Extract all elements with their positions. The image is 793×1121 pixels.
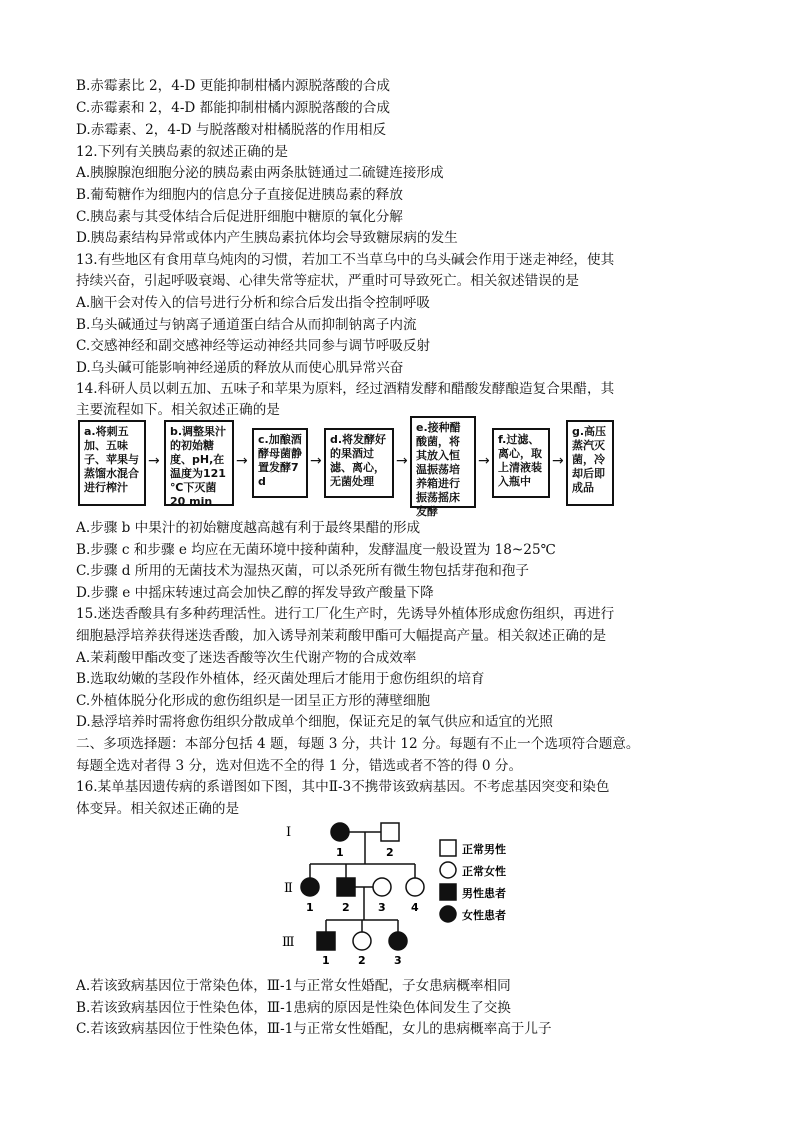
legend-normal-female-icon bbox=[440, 862, 456, 878]
individual-number: 1 bbox=[322, 954, 330, 967]
text-line: B.若该致病基因位于性染色体，Ⅲ-1患病的原因是性染色体间发生了交换 bbox=[76, 1000, 511, 1016]
individual-number: 3 bbox=[378, 901, 386, 914]
text-line: B.步骤 c 和步骤 e 均应在无菌环境中接种菌种，发酵温度一般设置为 18~25℃ bbox=[76, 542, 556, 558]
arrow-right-icon: → bbox=[148, 453, 160, 469]
text-line: 主要流程如下。相关叙述正确的是 bbox=[76, 402, 280, 418]
gen1-affected-female bbox=[331, 823, 349, 841]
arrow-right-icon: → bbox=[310, 453, 322, 469]
text-line: D.胰岛素结构异常或体内产生胰岛素抗体均会导致糖尿病的发生 bbox=[76, 230, 458, 246]
text-line: C.交感神经和副交感神经等运动神经共同参与调节呼吸反射 bbox=[76, 338, 431, 354]
arrow-right-icon: → bbox=[236, 453, 248, 469]
arrow-right-icon: → bbox=[478, 453, 490, 469]
question-14: 14.科研人员以刺五加、五味子和苹果为原料，经过酒精发酵和醋酸发酵酿造复合果醋，其 bbox=[76, 381, 615, 397]
text-line: D.步骤 e 中摇床转速过高会加快乙醇的挥发导致产酸量下降 bbox=[76, 585, 434, 601]
legend-label: 正常男性 bbox=[462, 843, 506, 856]
pedigree-chart bbox=[280, 818, 550, 968]
legend-label: 女性患者 bbox=[462, 909, 506, 922]
text-line: A.脑干会对传入的信号进行分析和综合后发出指令控制呼吸 bbox=[76, 295, 430, 311]
legend-affected-female-icon bbox=[440, 906, 456, 922]
gen2-normal-female bbox=[406, 878, 424, 896]
gen3-affected-male bbox=[317, 932, 335, 950]
text-line: A.茉莉酸甲酯改变了迷迭香酸等次生代谢产物的合成效率 bbox=[76, 650, 417, 666]
question-12: 12.下列有关胰岛素的叙述正确的是 bbox=[76, 144, 288, 160]
individual-number: 4 bbox=[411, 901, 419, 914]
process-flowchart bbox=[78, 420, 718, 516]
legend-affected-male-icon bbox=[440, 884, 456, 900]
flow-step-d: d.将发酵好的果酒过滤、离心，无菌处理 bbox=[324, 428, 394, 498]
flow-step-e: e.接种醋酸菌，将其放入恒温振荡培养箱进行振荡摇床发酵 bbox=[410, 416, 476, 508]
text-line: B.选取幼嫩的茎段作外植体，经灭菌处理后才能用于愈伤组织的培育 bbox=[76, 671, 485, 687]
text-line: 细胞悬浮培养获得迷迭香酸，加入诱导剂茉莉酸甲酯可大幅提高产量。相关叙述正确的是 bbox=[76, 628, 607, 644]
flow-step-c: c.加酿酒酵母菌静置发酵7 d bbox=[252, 428, 308, 498]
legend-normal-male-icon bbox=[440, 840, 456, 856]
text-line: C.胰岛素与其受体结合后促进肝细胞中糖原的氧化分解 bbox=[76, 209, 403, 225]
generation-label: Ⅰ bbox=[286, 825, 292, 840]
individual-number: 3 bbox=[394, 954, 402, 967]
arrow-right-icon: → bbox=[552, 453, 564, 469]
text-line: A.若该致病基因位于常染色体，Ⅲ-1与正常女性婚配，子女患病概率相同 bbox=[76, 978, 511, 994]
text-line: 体变异。相关叙述正确的是 bbox=[76, 801, 240, 817]
text-line: C.外植体脱分化形成的愈伤组织是一团呈正方形的薄壁细胞 bbox=[76, 693, 431, 709]
text-line: 每题全选对者得 3 分，选对但选不全的得 1 分，错选或者不答的得 0 分。 bbox=[76, 758, 523, 774]
flow-step-a: a.将刺五加、五味子、苹果与蒸馏水混合进行榨汁 bbox=[78, 420, 146, 506]
generation-label: Ⅲ bbox=[282, 935, 295, 950]
individual-number: 1 bbox=[336, 846, 344, 859]
arrow-right-icon: → bbox=[396, 453, 408, 469]
question-16: 16.某单基因遗传病的系谱图如下图，其中Ⅱ-3不携带该致病基因。不考虑基因突变和染色 bbox=[76, 779, 610, 795]
flow-step-f: f.过滤、离心，取上清液装入瓶中 bbox=[492, 428, 550, 498]
text-line: C.步骤 d 所用的无菌技术为湿热灭菌，可以杀死所有微生物包括芽孢和孢子 bbox=[76, 563, 529, 579]
text-line: C.赤霉素和 2，4-D 都能抑制柑橘内源脱落酸的合成 bbox=[76, 100, 390, 116]
text-line: B.葡萄糖作为细胞内的信息分子直接促进胰岛素的释放 bbox=[76, 187, 403, 203]
individual-number: 2 bbox=[386, 846, 394, 859]
section-heading: 二、多项选择题：本部分包括 4 题，每题 3 分，共计 12 分。每题有不止一个选项符合题意。 bbox=[76, 736, 640, 752]
flow-step-g: g.高压蒸汽灭菌，冷却后即成品 bbox=[566, 420, 614, 506]
individual-number: 2 bbox=[358, 954, 366, 967]
legend-label: 男性患者 bbox=[462, 887, 506, 900]
gen3-affected-female bbox=[389, 932, 407, 950]
text-line: D.赤霉素、2，4-D 与脱落酸对柑橘脱落的作用相反 bbox=[76, 122, 387, 138]
question-15: 15.迷迭香酸具有多种药理活性。进行工厂化生产时，先诱导外植体形成愈伤组织，再进行 bbox=[76, 606, 615, 622]
text-line: B.乌头碱通过与钠离子通道蛋白结合从而抑制钠离子内流 bbox=[76, 317, 417, 333]
question-13: 13.有些地区有食用草乌炖肉的习惯，若加工不当草乌中的乌头碱会作用于迷走神经，使其 bbox=[76, 252, 615, 268]
legend-label: 正常女性 bbox=[462, 865, 506, 878]
gen1-normal-male bbox=[381, 823, 399, 841]
flow-step-b: b.调整果汁的初始糖度、pH,在温度为121 ℃下灭菌20 min bbox=[164, 420, 234, 506]
text-line: D.悬浮培养时需将愈伤组织分散成单个细胞，保证充足的氧气供应和适宜的光照 bbox=[76, 714, 553, 730]
text-line: A.胰腺腺泡细胞分泌的胰岛素由两条肽链通过二硫键连接形成 bbox=[76, 165, 444, 181]
gen2-affected-male bbox=[337, 878, 355, 896]
text-line: 持续兴奋，引起呼吸衰竭、心律失常等症状，严重时可导致死亡。相关叙述错误的是 bbox=[76, 273, 579, 289]
individual-number: 2 bbox=[342, 901, 350, 914]
individual-number: 1 bbox=[306, 901, 314, 914]
text-line: D.乌头碱可能影响神经递质的释放从而使心肌异常兴奋 bbox=[76, 360, 404, 376]
text-line: C.若该致病基因位于性染色体，Ⅲ-1与正常女性婚配，女儿的患病概率高于儿子 bbox=[76, 1021, 552, 1037]
text-line: B.赤霉素比 2，4-D 更能抑制柑橘内源脱落酸的合成 bbox=[76, 78, 391, 94]
gen3-normal-female bbox=[353, 932, 371, 950]
text-line: A.步骤 b 中果汁的初始糖度越高越有利于最终果醋的形成 bbox=[76, 520, 421, 536]
gen2-normal-female bbox=[373, 878, 391, 896]
gen2-affected-female bbox=[301, 878, 319, 896]
generation-label: Ⅱ bbox=[284, 881, 293, 896]
